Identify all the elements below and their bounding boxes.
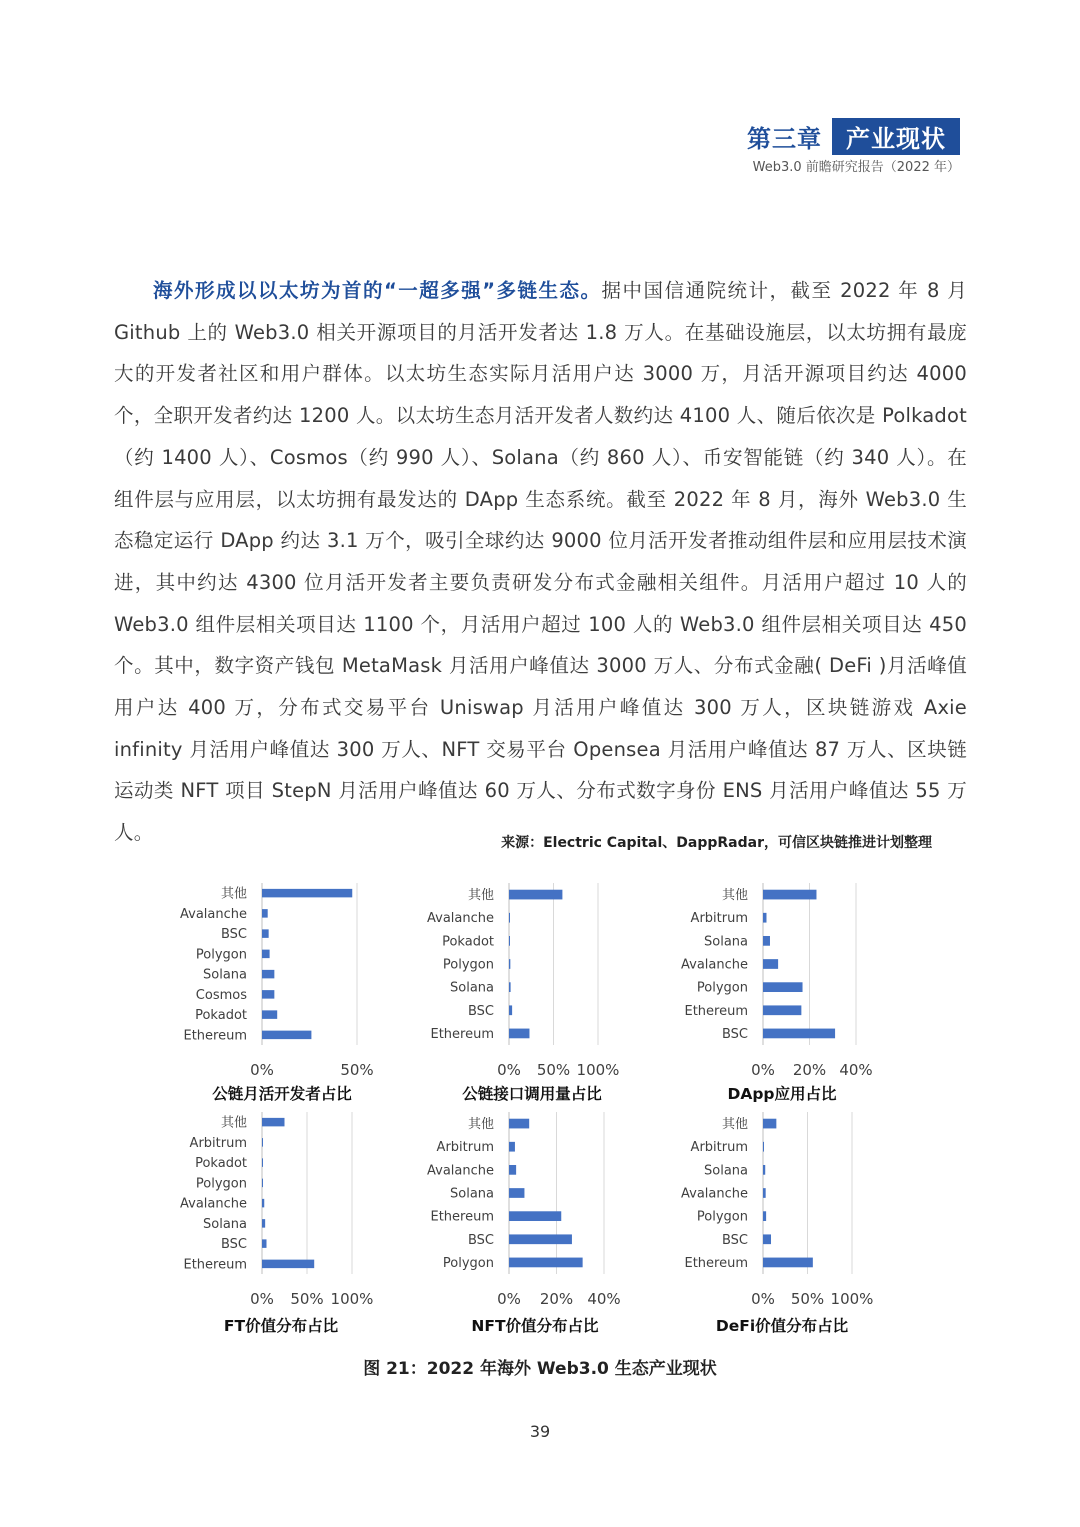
chart-2-bar bbox=[509, 982, 511, 992]
chart-3-category-label: 其他 bbox=[721, 888, 748, 904]
chart-3-tick-label: 40% bbox=[839, 1061, 873, 1079]
chart-5-category-label: BSC bbox=[467, 1232, 494, 1248]
figure-caption: 图 21：2022 年海外 Web3.0 生态产业现状 bbox=[363, 1359, 717, 1379]
chart-2-category-label: Avalanche bbox=[427, 911, 494, 927]
chart-6-bar bbox=[763, 1211, 766, 1221]
chart-5-category-label: Arbitrum bbox=[436, 1140, 494, 1156]
chart-5-bar bbox=[509, 1258, 583, 1268]
chart-2-tick-label: 0% bbox=[497, 1061, 521, 1079]
chart-4-bar bbox=[262, 1118, 285, 1127]
chart-3-bar bbox=[763, 1005, 801, 1015]
chart-6-bar bbox=[763, 1119, 776, 1129]
chart-5-title: NFT价值分布占比 bbox=[471, 1317, 599, 1335]
chart-6-bar bbox=[763, 1165, 765, 1175]
chart-1-bar bbox=[262, 889, 352, 898]
chart-3-category-label: Solana bbox=[704, 934, 748, 950]
chart-1-category-label: Cosmos bbox=[195, 987, 247, 1003]
chart-2-category-label: Polygon bbox=[442, 957, 494, 973]
chart-1-category-label: Pokadot bbox=[195, 1008, 247, 1024]
chart-5-category-label: Ethereum bbox=[430, 1209, 494, 1225]
report-title: Web3.0 前瞻研究报告（2022 年） bbox=[752, 160, 960, 175]
chart-2-bar bbox=[509, 936, 510, 946]
chart-2-bar bbox=[509, 1005, 512, 1015]
chart-4-category-label: Solana bbox=[203, 1216, 247, 1232]
chart-5-tick-label: 0% bbox=[497, 1290, 521, 1308]
chart-3-tick-label: 0% bbox=[751, 1061, 775, 1079]
chart-6-category-label: BSC bbox=[721, 1232, 748, 1248]
chart-4-category-label: 其他 bbox=[220, 1115, 247, 1131]
chart-4-category-label: Polygon bbox=[195, 1176, 247, 1192]
chart-1-bar bbox=[262, 929, 269, 938]
chart-6-category-label: Arbitrum bbox=[690, 1140, 748, 1156]
chart-4-category-label: Ethereum bbox=[183, 1257, 247, 1273]
chart-3-category-label: Arbitrum bbox=[690, 911, 748, 927]
paragraph-text: 据中国信通院统计，截至 2022 年 8 月 Github 上的 Web3.0 相关开源项目的月活开发者达 1.8 万人。在基础设施层，以太坊拥有最庞大的开发者社区和用户群体。以太坊生态实际月活用户达 3000 万，月活开源项目约达 4000 个，全职开发者约达 1200 人。以太坊生态月活开发者人数约达 4100 人、随后依次是 Polkadot（约 1400 人）、Cosmos（约 990 人）、Solana（约 860 人）、币安智能链（约 340 人）。在组件层与应用层，以太坊拥有最发达的 DApp 生态系统。截至 2022 年 8 月，海外 Web3.0 生态稳定运行 DApp 约达 3.1 万个，吸引全球约达 9000 位月活开发者推动组件层和应用层技术演进，其中约达 4300 位月活开发者主要负责研发分布式金融相关组件。月活用户超过 10 人的 Web3.0 组件层相关项目达 1100 个，月活用户超过 100 人的 Web3.0 组件层相关项目达 450 个。其中，数字资产钱包 MetaMask 月活用户峰值达 3000 万人、分布式金融( DeFi )月活峰值用户达 400 万，分布式交易平台 Uniswap 月活用户峰值达 300 万人，区块链游戏 Axie infinity 月活用户峰值达 300 万人、NFT 交易平台 Opensea 月活用户峰值达 87 万人、区块链运动类 NFT 项目 StepN 月活用户峰值达 60 万人、分布式数字身份 ENS 月活用户峰值达 55 万人。 bbox=[114, 279, 967, 845]
chart-1-category-label: Polygon bbox=[195, 947, 247, 963]
chart-1-category-label: Ethereum bbox=[183, 1028, 247, 1044]
chart-6-bar bbox=[763, 1142, 764, 1152]
chart-6-category-label: Solana bbox=[704, 1163, 748, 1179]
chart-6-bar bbox=[763, 1234, 771, 1244]
chart-2-category-label: 其他 bbox=[467, 888, 494, 904]
chart-3-category-label: Polygon bbox=[696, 980, 748, 996]
chart-3-category-label: BSC bbox=[721, 1026, 748, 1042]
chart-1-category-label: 其他 bbox=[220, 886, 247, 902]
chart-3-category-label: Avalanche bbox=[681, 957, 748, 973]
chart-2-bar bbox=[509, 890, 562, 900]
chart-1-bar bbox=[262, 1010, 277, 1019]
chapter-name: 产业现状 bbox=[832, 118, 960, 155]
chart-3-tick-label: 20% bbox=[792, 1061, 827, 1079]
chart-2-category-label: BSC bbox=[467, 1003, 494, 1019]
chart-2-category-label: Solana bbox=[450, 980, 494, 996]
chart-6-category-label: Ethereum bbox=[684, 1255, 748, 1271]
chart-4-bar bbox=[262, 1260, 314, 1269]
chart-6-tick-label: 0% bbox=[751, 1290, 775, 1308]
chart-4-category-label: Avalanche bbox=[180, 1196, 247, 1212]
chart-6-category-label: Avalanche bbox=[681, 1186, 748, 1202]
chart-1-title: 公链月活开发者占比 bbox=[212, 1085, 352, 1103]
page-number: 39 bbox=[529, 1422, 551, 1441]
chapter-label: 第三章 bbox=[747, 124, 822, 153]
chart-5-bar bbox=[509, 1211, 561, 1221]
chart-1-tick-label: 50% bbox=[340, 1061, 374, 1079]
chart-1-bar bbox=[262, 1031, 311, 1040]
chart-4-bar bbox=[262, 1239, 267, 1248]
chart-1-category-label: Solana bbox=[203, 967, 247, 983]
chart-5-tick-label: 40% bbox=[587, 1290, 621, 1308]
figure-source: 来源：Electric Capital、DappRadar，可信区块链推进计划整理 bbox=[501, 835, 932, 851]
chart-3-bar bbox=[763, 982, 803, 992]
chart-1-bar bbox=[262, 970, 274, 979]
chart-2-category-label: Ethereum bbox=[430, 1026, 494, 1042]
chart-4-bar bbox=[262, 1199, 264, 1208]
chart-1-bar bbox=[262, 909, 268, 918]
chart-3-bar bbox=[763, 936, 770, 946]
chart-3-category-label: Ethereum bbox=[684, 1003, 748, 1019]
chart-3-bar bbox=[763, 913, 766, 923]
chart-2-bar bbox=[509, 959, 510, 969]
chart-6-title: DeFi价值分布占比 bbox=[715, 1317, 849, 1335]
chart-2-title: 公链接口调用量占比 bbox=[462, 1085, 602, 1103]
chart-1-bar bbox=[262, 950, 270, 959]
chart-5-bar bbox=[509, 1142, 515, 1152]
chart-5-category-label: Solana bbox=[450, 1186, 494, 1202]
chart-1-bar bbox=[262, 990, 274, 999]
chart-3-bar bbox=[763, 1029, 835, 1039]
chart-5-category-label: Polygon bbox=[442, 1255, 494, 1271]
chart-6-category-label: Polygon bbox=[696, 1209, 748, 1225]
chart-5-bar bbox=[509, 1165, 516, 1175]
chart-4-category-label: Pokadot bbox=[195, 1156, 247, 1172]
chart-2-bar bbox=[509, 1029, 529, 1039]
chart-1-category-label: Avalanche bbox=[180, 906, 247, 922]
chart-2-tick-label: 100% bbox=[576, 1061, 620, 1079]
chart-4-category-label: Arbitrum bbox=[189, 1135, 247, 1151]
chart-4-bar bbox=[262, 1179, 263, 1188]
paragraph-lead: 海外形成以以太坊为首的“一超多强”多链生态。 bbox=[153, 279, 602, 302]
chart-6-bar bbox=[763, 1188, 766, 1198]
chart-2-tick-label: 50% bbox=[536, 1061, 571, 1079]
chart-6-category-label: 其他 bbox=[721, 1117, 748, 1133]
chart-1-tick-label: 0% bbox=[250, 1061, 274, 1079]
chart-4-title: FT价值分布占比 bbox=[223, 1317, 339, 1335]
chart-3-bar bbox=[763, 959, 778, 969]
chart-4-tick-label: 50% bbox=[290, 1290, 324, 1308]
chart-2-bar bbox=[509, 913, 510, 923]
chart-4-bar bbox=[262, 1219, 265, 1228]
chart-5-tick-label: 20% bbox=[539, 1290, 574, 1308]
chart-5-bar bbox=[509, 1119, 529, 1129]
chart-4-bar bbox=[262, 1158, 263, 1167]
chart-6-tick-label: 50% bbox=[790, 1290, 825, 1308]
chart-3-bar bbox=[763, 890, 816, 900]
chart-1-category-label: BSC bbox=[220, 927, 247, 943]
chart-4-category-label: BSC bbox=[220, 1237, 247, 1253]
chart-5-bar bbox=[509, 1234, 572, 1244]
chart-5-category-label: 其他 bbox=[467, 1117, 494, 1133]
chart-6-tick-label: 100% bbox=[830, 1290, 874, 1308]
chart-6-bar bbox=[763, 1258, 813, 1268]
chart-2-category-label: Pokadot bbox=[442, 934, 494, 950]
chart-4-tick-label: 100% bbox=[330, 1290, 374, 1308]
chart-4-tick-label: 0% bbox=[250, 1290, 274, 1308]
chart-5-category-label: Avalanche bbox=[427, 1163, 494, 1179]
chart-3-title: DApp应用占比 bbox=[727, 1085, 837, 1103]
chart-5-bar bbox=[509, 1188, 524, 1198]
chart-4-bar bbox=[262, 1138, 263, 1147]
